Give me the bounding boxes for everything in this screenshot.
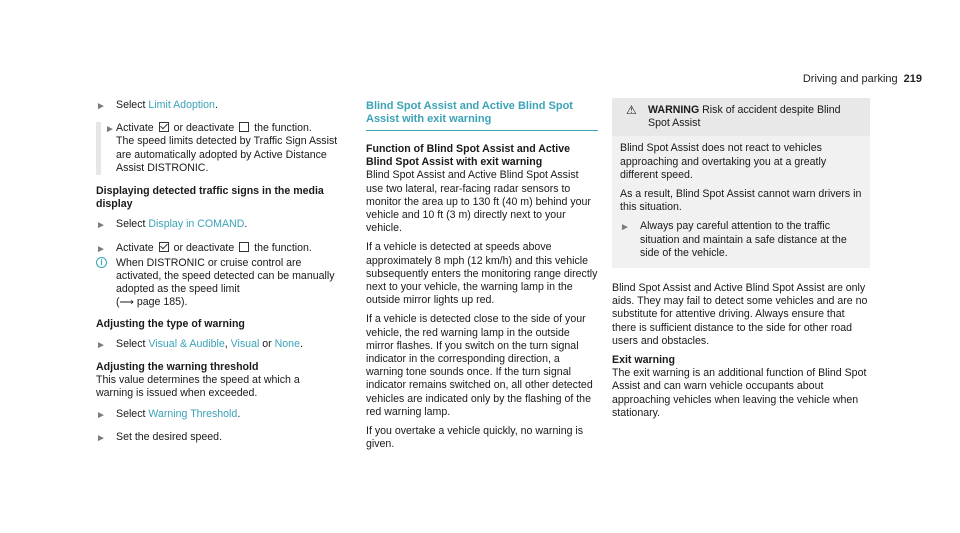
step-arrow-icon: ►: [96, 339, 106, 351]
info-note: i When DISTRONIC or cruise control are activated, the speed detected can be manually adopted as the speed limit (⟶ page 185).: [96, 257, 338, 310]
section-title: Blind Spot Assist and Active Blind Spot Assist with exit warning: [366, 100, 598, 131]
warning-threshold-menu-item[interactable]: Warning Threshold: [148, 407, 238, 420]
step-display-in-comand: ► Select Display in COMAND.: [96, 218, 248, 232]
warning-box: [612, 98, 870, 268]
paragraph-3: If a vehicle is detected close to the side of your vehicle, the red warning lamp in the outside mirror flashes. If you switch on the turn signal indicator in the corresponding direction, a warning tone sounds once. If the turn signal indicator remains switched on, all other detected vehicles are indicated only by the flashing of the red warning lamp.: [366, 313, 593, 418]
warning-paragraph-2: As a result, Blind Spot Assist cannot warn drivers in this situation.: [620, 188, 862, 214]
page-reference-link[interactable]: page 185).: [136, 296, 188, 309]
checkbox-empty-icon: [239, 122, 249, 132]
function-subheading: Function of Blind Spot Assist and Active Blind Spot Assist with exit warning: [366, 143, 571, 169]
column-2: [366, 92, 598, 457]
step-arrow-icon: ►: [96, 432, 106, 444]
exit-warning-paragraph: The exit warning is an additional function of Blind Spot Assist and can warn vehicle occupants about approaching vehicles when leaving the vehicle when stationary.: [612, 367, 867, 419]
heading-warning-threshold: Adjusting the warning threshold: [96, 361, 259, 374]
warning-heading: [620, 104, 862, 130]
aids-paragraph: Blind Spot Assist and Active Blind Spot Assist are only aids. They may fail to detect some vehicles and are no substitute for attentive driving. Always ensure that there is sufficient distance to the side for other road users and obstacles.: [612, 282, 868, 347]
paragraph-2: If a vehicle is detected at speeds above approximately 8 mph (12 km/h) and this vehicle subsequently enters the monitoring range directly next to your vehicle, the warning lamp in the outside mirror lights up red.: [366, 241, 598, 307]
exit-warning-heading: Exit warning: [612, 354, 675, 367]
limit-adoption-menu-item[interactable]: Limit Adoption: [148, 99, 215, 111]
warning-title: Risk of accident despite Blind Spot Assist: [648, 104, 841, 130]
page-header: [803, 73, 922, 86]
heading-display-traffic-signs: Displaying detected traffic signs in the media display: [96, 185, 324, 211]
paragraph-4: If you overtake a vehicle quickly, no warning is given.: [366, 425, 584, 451]
warning-label: WARNING: [648, 104, 700, 116]
warning-paragraph-1: Blind Spot Assist does not react to vehicles approaching and overtaking you at a greatly different speed.: [620, 142, 827, 181]
step-warning-type: ► Select Visual & Audible, Visual or None.: [96, 337, 303, 351]
checkbox-empty-icon: [239, 242, 249, 252]
visual-audible-option[interactable]: Visual & Audible: [148, 337, 225, 350]
step-activate-function: ► Activate or deactivate the function. The speed limits detected by Traffic Sign Assist are automatically adopted by Active Distance Assist DISTRONIC.: [96, 122, 338, 175]
threshold-description: This value determines the speed at which a warning is issued when exceeded.: [96, 374, 300, 400]
step-description: The speed limits detected by Traffic Sign Assist are automatically adopted by Active Distance Assist DISTRONIC.: [116, 135, 338, 174]
checkbox-checked-icon: [159, 122, 169, 132]
column-1: [96, 92, 338, 454]
step-set-speed: ► Set the desired speed.: [96, 430, 223, 444]
warning-triangle-icon: ⚠: [626, 103, 637, 117]
heading-type-of-warning: Adjusting the type of warning: [96, 317, 245, 330]
step-arrow-icon: ►: [96, 409, 106, 421]
step-arrow-icon: ►: [96, 220, 106, 232]
section-name: Driving and parking: [802, 73, 898, 85]
step-warning-threshold: ► Select Warning Threshold.: [96, 407, 241, 421]
step-activate-display: ► Activate or deactivate the function.: [96, 241, 312, 255]
paragraph-1: Blind Spot Assist and Active Blind Spot Assist use two lateral, rear-facing radar sensors to monitor the area up to 130 ft (40 m) behind your vehicle and 10 ft (3 m) directly next to your vehicle.: [366, 169, 591, 235]
step-arrow-icon: ►: [620, 222, 630, 234]
display-in-comand-menu-item[interactable]: Display in COMAND: [148, 218, 245, 231]
page-reference-arrow-icon: ⟶: [119, 297, 134, 309]
checkbox-checked-icon: [159, 242, 169, 252]
none-option[interactable]: None: [274, 337, 300, 350]
visual-option[interactable]: Visual: [230, 337, 260, 350]
step-arrow-icon: ►: [105, 124, 115, 136]
step-arrow-icon: ►: [96, 101, 106, 112]
step-arrow-icon: ►: [96, 243, 106, 255]
column-3: [612, 92, 870, 426]
warning-body: [612, 136, 870, 268]
info-icon: i: [96, 257, 107, 268]
page-number: 219: [903, 73, 922, 85]
warning-step: ► Always pay careful attention to the traffic situation and maintain a safe distance at the side of the vehicle.: [620, 220, 847, 259]
step-limit-adoption: ► Select Limit Adoption.: [96, 99, 218, 112]
